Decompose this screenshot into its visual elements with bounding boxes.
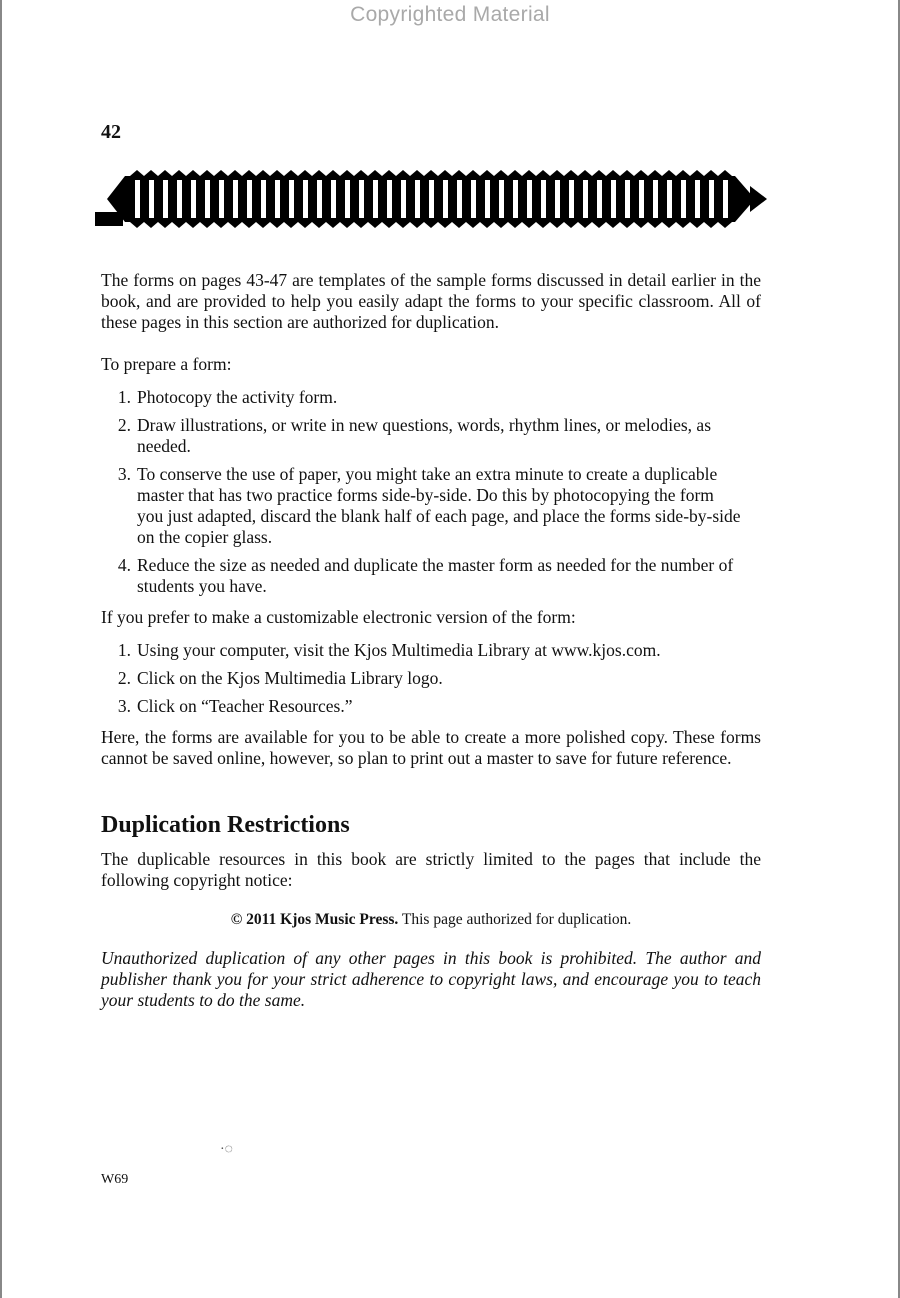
page-body	[101, 270, 761, 1011]
electronic-label: If you prefer to make a customizable electronic version of the form:	[101, 607, 576, 627]
list-item	[101, 415, 761, 457]
list-item	[101, 668, 761, 689]
list-item-text: Photocopy the activity form.	[137, 387, 338, 407]
copyright-watermark: Copyrighted Material	[350, 3, 550, 26]
list-item	[101, 696, 761, 717]
list-item-number: 2.	[117, 668, 131, 688]
electronic-note: Here, the forms are available for you to be able to create a more polished copy. These forms cannot be saved online, however, so plan to print out a master to save for future reference.	[101, 727, 761, 768]
copyright-notice-text: This page authorized for duplication.	[401, 911, 632, 928]
page-left-edge	[0, 0, 2, 1298]
scan-speck: ·◌	[220, 1142, 233, 1157]
list-item-text: Reduce the size as needed and duplicate the master form as needed for the number of students you have.	[137, 555, 734, 596]
list-item-text: To conserve the use of paper, you might take an extra minute to create a duplicable master that has two practice forms side-by-side. Do this by photocopying the form you just adapted, discard the blank half of each page, and place the forms side-by-side on the copier glass.	[137, 464, 741, 547]
footer-code: W69	[101, 1172, 129, 1187]
list-item	[101, 464, 761, 548]
copyright-notice	[101, 909, 761, 930]
list-item-number: 2.	[117, 415, 131, 435]
list-item-text: Click on the Kjos Multimedia Library logo.	[137, 668, 443, 688]
list-item-text: Click on “Teacher Resources.”	[137, 696, 353, 716]
closing-statement: Unauthorized duplication of any other pages in this book is prohibited. The author and publisher thank you for your strict adherence to copyright laws, and encourage you to teach your students to do the same.	[101, 948, 761, 1010]
intro-paragraph: The forms on pages 43-47 are templates of the sample forms discussed in detail earlier in the book, and are provided to help you easily adapt the forms to your specific classroom. All of these pages in this section are authorized for duplication.	[101, 270, 761, 332]
prepare-label: To prepare a form:	[101, 354, 232, 374]
copyright-notice-bold: © 2011 Kjos Music Press.	[230, 911, 399, 928]
page-number: 42	[101, 121, 121, 143]
restrictions-paragraph: The duplicable resources in this book are strictly limited to the pages that include the following copyright notice:	[101, 849, 761, 890]
list-item	[101, 640, 761, 661]
restrictions-heading: Duplication Restrictions	[101, 812, 350, 838]
list-item	[101, 387, 761, 408]
prepare-steps-list	[101, 387, 761, 597]
decorative-banner	[95, 166, 767, 232]
list-item-number: 3.	[117, 464, 131, 484]
list-item-number: 1.	[117, 640, 131, 660]
electronic-steps-list	[101, 640, 761, 717]
list-item-number: 3.	[117, 696, 131, 716]
list-item-number: 1.	[117, 387, 131, 407]
list-item-text: Draw illustrations, or write in new questions, words, rhythm lines, or melodies, as needed.	[137, 415, 712, 456]
list-item-text: Using your computer, visit the Kjos Multimedia Library at www.kjos.com.	[137, 640, 661, 660]
list-item	[101, 555, 761, 597]
list-item-number: 4.	[117, 555, 131, 575]
